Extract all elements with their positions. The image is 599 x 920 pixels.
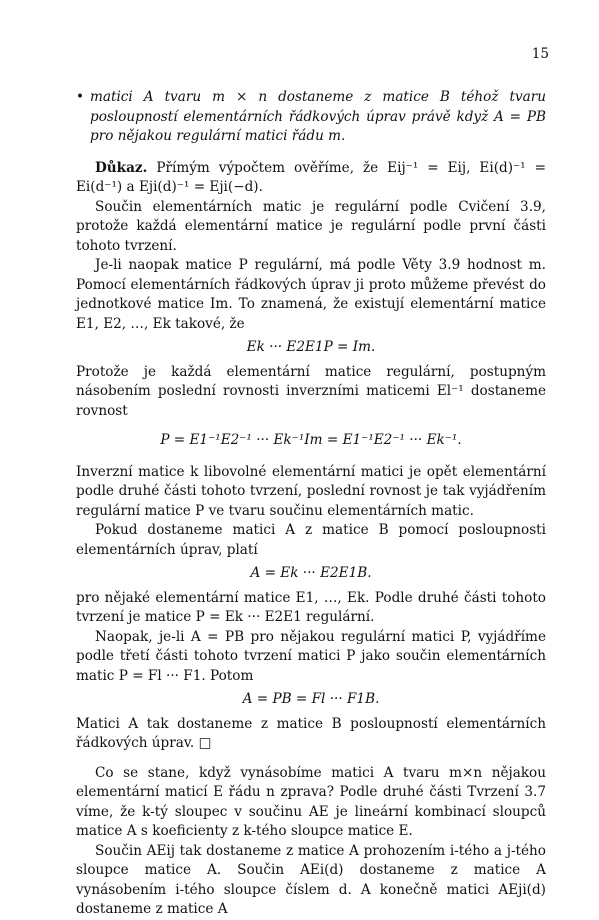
proof-paragraph-3: Je-li naopak matice P regulární, má podle Věty 3.9 hodnost m. Pomocí elementárních řádkových úprav ji proto můžeme převést do jednotkové matice Im. To znamená, že existují elementární matice E1, E2, …, Ek takové, že: [76, 257, 546, 332]
proof-paragraph-1: [76, 159, 546, 198]
proof-paragraph-8: Naopak, je-li A = PB pro nějakou regulární matici P, vyjádříme podle třetí části tohoto tvrzení matici P jako součin elementárních matic P = Fl ··· F1. Potom: [76, 628, 546, 684]
proof-paragraph-7: pro nějaké elementární matice E1, …, Ek. Podle druhé části tohoto tvrzení je matice P = Ek ··· E2E1 regulární.: [76, 589, 546, 625]
proof-p1-text: Přímým výpočtem ověříme, že Eij⁻¹ = Eij, Ei(d)⁻¹ = Ei(d⁻¹) a Eji(d)⁻¹ = Eji(−d).: [76, 159, 546, 195]
paragraph-11: Součin AEij tak dostaneme z matice A prohozením i-tého a j-tého sloupce matice A. Součin AEi(d) dostaneme z matice A vynásobením i-tého sloupce číslem d. A konečně matici AEji(d) dostaneme z matice A: [76, 842, 546, 917]
paragraph-10: Co se stane, když vynásobíme matici A tvaru m×n nějakou elementární maticí E řádu n zprava? Podle druhé části Tvrzení 3.7 víme, že k-tý sloupec v součinu AE je lineární kombinací sloupců matice A s koeficienty z k-tého sloupce matice E.: [76, 764, 546, 839]
equation-4: A = PB = Fl ··· F1B.: [242, 691, 380, 707]
section-gap: [76, 754, 546, 764]
equation-1: Ek ··· E2E1P = Im.: [246, 339, 376, 355]
proof-paragraph-4: Protože je každá elementární matice regulární, postupným násobením poslední rovnosti inverzními maticemi El⁻¹ dostaneme rovnost: [76, 363, 546, 419]
bullet-text: matici A tvaru m × n dostaneme z matice B téhož tvaru posloupností elementárních řádkových úprav právě když A = PB pro nějakou regulární matici řádu m.: [90, 89, 546, 144]
equation-3: A = Ek ··· E2E1B.: [250, 565, 372, 581]
proof-paragraph-2: Součin elementárních matic je regulární podle Cvičení 3.9, protože každá elementární matice je regulární podle první části tohoto tvrzení.: [76, 198, 546, 254]
bullet-icon: •: [76, 89, 85, 105]
page-content: [76, 88, 546, 920]
proof-paragraph-5: Inverzní matice k libovolné elementární matici je opět elementární podle druhé části tohoto tvrzení, poslední rovnost je tak vyjádřením regulární matice P ve tvaru součinu elementárních matic.: [76, 463, 546, 519]
proof-paragraph-6: Pokud dostaneme matici A z matice B pomocí posloupnosti elementárních úprav, platí: [76, 522, 546, 558]
qed-icon: □: [198, 735, 212, 751]
proof-p9-text: Matici A tak dostaneme z matice B posloupností elementárních řádkových úprav.: [76, 715, 546, 751]
proof-paragraph-9: [76, 715, 546, 754]
page-number: 15: [531, 46, 549, 62]
theorem-bullet-item: [76, 88, 546, 147]
proof-label: Důkaz.: [95, 159, 148, 176]
equation-2: P = E1⁻¹E2⁻¹ ··· Ek⁻¹Im = E1⁻¹E2⁻¹ ··· Ek⁻¹.: [160, 432, 462, 448]
